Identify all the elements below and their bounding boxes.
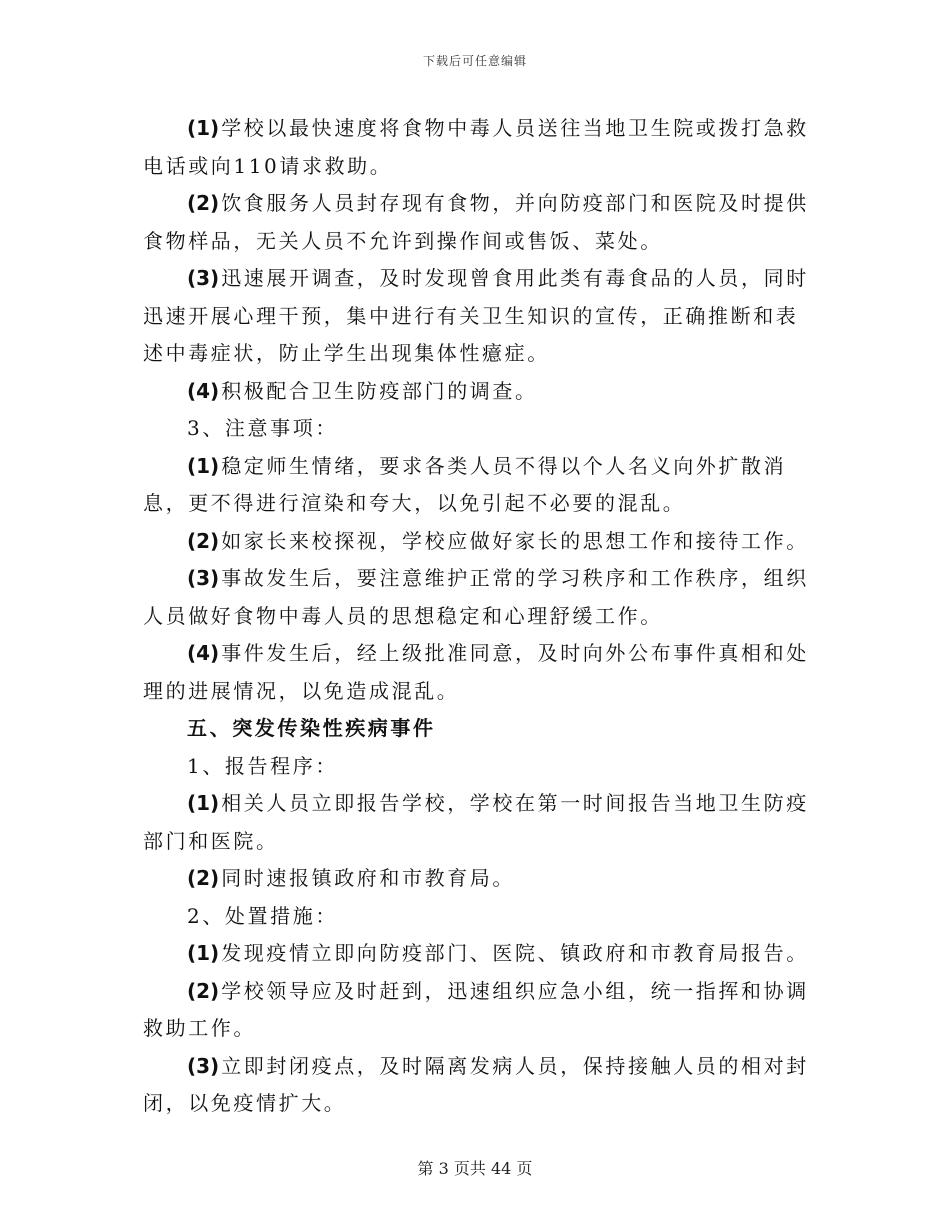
paragraph-text: 2、处置措施： — [187, 903, 338, 928]
paragraph-text: 五、突发传染性疾病事件 — [187, 716, 436, 740]
paragraph-text: 学校以最快速度将食物中毒人员送往当地卫生院或拨打急救电话或向110请求救助。 — [143, 116, 809, 178]
paragraph — [143, 448, 811, 523]
document-body — [143, 110, 811, 1123]
paragraph-text: 迅速展开调查，及时发现曾食用此类有毒食品的人员，同时迅速开展心理干预，集中进行有关卫生知识的宣传，正确推断和表述中毒症状，防止学生出现集体性癔症。 — [143, 266, 809, 365]
paragraph-number: (3) — [187, 1053, 220, 1078]
paragraph-text: 学校领导应及时赶到，迅速组织应急小组，统一指挥和协调救助工作。 — [143, 978, 809, 1040]
paragraph-text: 发现疫情立即向防疫部门、医院、镇政府和市教育局报告。 — [221, 941, 809, 965]
paragraph — [143, 860, 811, 898]
paragraph — [143, 1048, 811, 1123]
paragraph-text: 立即封闭疫点，及时隔离发病人员，保持接触人员的相对封闭，以免疫情扩大。 — [143, 1053, 809, 1115]
paragraph — [143, 898, 811, 936]
paragraph — [143, 185, 811, 260]
paragraph-number: (2) — [187, 191, 220, 215]
paragraph-number: (4) — [187, 641, 220, 665]
paragraph-number: (2) — [187, 866, 220, 890]
paragraph — [143, 110, 811, 185]
paragraph-number: (2) — [187, 528, 220, 553]
paragraph — [143, 973, 811, 1048]
page-footer: 第 3 页共 44 页 — [417, 1159, 533, 1178]
page-header: 下载后可任意编辑 — [422, 54, 527, 68]
paragraph-number: (3) — [187, 566, 220, 590]
paragraph-number: (2) — [187, 978, 220, 1003]
paragraph-number: (1) — [187, 791, 220, 815]
paragraph-text: 积极配合卫生防疫部门的调查。 — [221, 378, 538, 403]
paragraph — [143, 260, 811, 373]
paragraph — [143, 710, 811, 748]
paragraph — [143, 410, 811, 448]
paragraph — [143, 560, 811, 635]
paragraph-text: 稳定师生情绪，要求各类人员不得以个人名义向外扩散消息，更不得进行渲染和夸大，以免引起不必要的混乱。 — [143, 453, 787, 515]
paragraph-number: (4) — [187, 378, 220, 403]
paragraph — [143, 635, 811, 710]
paragraph-text: 事件发生后，经上级批准同意，及时向外公布事件真相和处理的进展情况，以免造成混乱。 — [143, 641, 809, 703]
paragraph — [143, 748, 811, 786]
paragraph-text: 相关人员立即报告学校，学校在第一时间报告当地卫生防疫部门和医院。 — [143, 791, 809, 853]
paragraph-text: 如家长来校探视，学校应做好家长的思想工作和接待工作。 — [221, 528, 809, 553]
paragraph — [143, 935, 811, 973]
paragraph-text: 事故发生后，要注意维护正常的学习秩序和工作秩序，组织人员做好食物中毒人员的思想稳定和心理舒缓工作。 — [143, 566, 809, 628]
paragraph-number: (1) — [187, 453, 220, 478]
paragraph-number: (3) — [187, 266, 220, 290]
paragraph-text: 3、注意事项： — [187, 416, 338, 440]
paragraph — [143, 785, 811, 860]
paragraph — [143, 373, 811, 411]
paragraph-text: 饮食服务人员封存现有食物，并向防疫部门和医院及时提供食物样品，无关人员不允许到操作间或售饭、菜处。 — [143, 191, 809, 253]
paragraph-text: 1、报告程序： — [187, 753, 338, 778]
paragraph-text: 同时速报镇政府和市教育局。 — [221, 866, 516, 890]
paragraph — [143, 523, 811, 561]
paragraph-number: (1) — [187, 941, 220, 965]
paragraph-number: (1) — [187, 116, 220, 140]
